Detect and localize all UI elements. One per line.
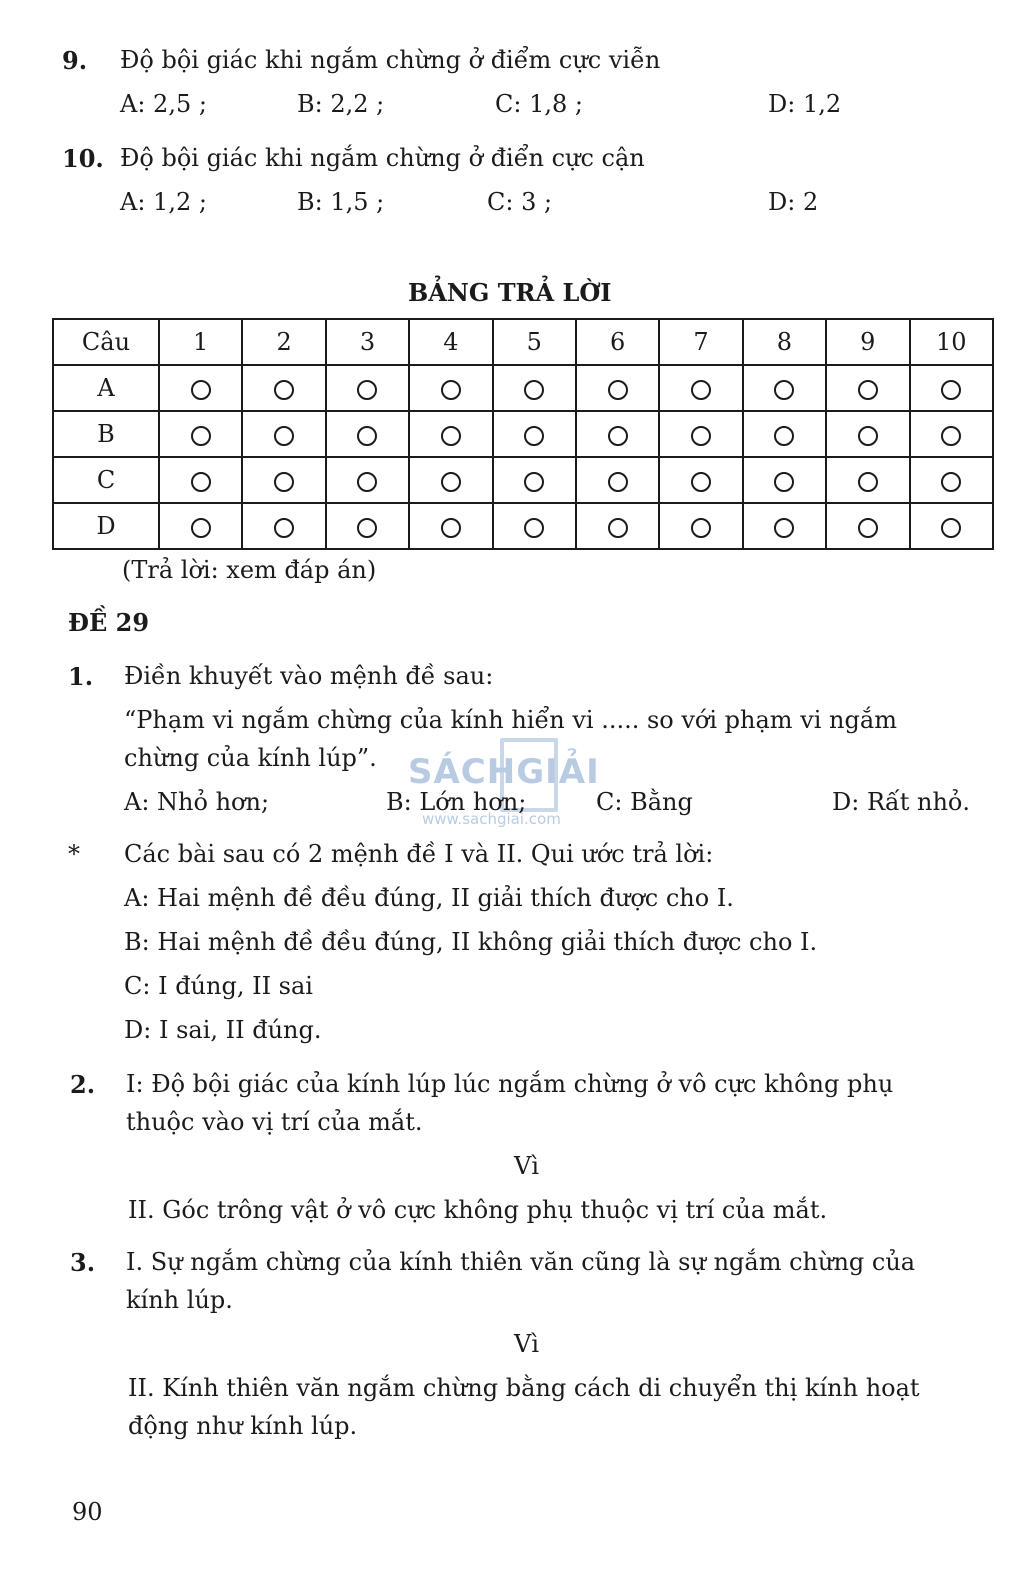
header-cell: Câu bbox=[53, 319, 159, 365]
bubble-cell[interactable] bbox=[576, 457, 659, 503]
bubble-cell[interactable] bbox=[743, 457, 826, 503]
table-row bbox=[53, 365, 993, 411]
answer-bubble[interactable] bbox=[774, 518, 794, 538]
answer-bubble[interactable] bbox=[941, 380, 961, 400]
header-cell: 10 bbox=[910, 319, 993, 365]
question-10-option-b: B: 1,5 ; bbox=[297, 188, 385, 216]
bubble-cell[interactable] bbox=[242, 411, 325, 457]
section-title: ĐỀ 29 bbox=[68, 608, 150, 637]
answer-bubble[interactable] bbox=[941, 518, 961, 538]
page-number: 90 bbox=[72, 1498, 103, 1526]
answer-bubble[interactable] bbox=[274, 472, 294, 492]
header-cell: 4 bbox=[409, 319, 492, 365]
bubble-cell[interactable] bbox=[910, 411, 993, 457]
bubble-cell[interactable] bbox=[659, 365, 742, 411]
instructions-marker: * bbox=[68, 840, 80, 868]
problem-3-reason-line1: II. Kính thiên văn ngắm chừng bằng cách di chuyển thị kính hoạt bbox=[128, 1374, 920, 1402]
answer-bubble[interactable] bbox=[357, 472, 377, 492]
instructions-a: A: Hai mệnh đề đều đúng, II giải thích được cho I. bbox=[124, 884, 734, 912]
table-row bbox=[53, 411, 993, 457]
problem-1-option-a: A: Nhỏ hơn; bbox=[124, 788, 270, 816]
bubble-cell[interactable] bbox=[409, 503, 492, 549]
bubble-cell[interactable] bbox=[826, 365, 909, 411]
instructions-d: D: I sai, II đúng. bbox=[124, 1016, 322, 1044]
problem-1-option-b: B: Lớn hơn; bbox=[386, 788, 527, 816]
watermark-text: SÁCHGIẢI bbox=[408, 752, 600, 792]
bubble-cell[interactable] bbox=[576, 503, 659, 549]
header-cell: 3 bbox=[326, 319, 409, 365]
bubble-cell[interactable] bbox=[826, 457, 909, 503]
answer-bubble[interactable] bbox=[858, 518, 878, 538]
question-9-option-d: D: 1,2 bbox=[768, 90, 842, 118]
bubble-cell[interactable] bbox=[743, 365, 826, 411]
answer-bubble[interactable] bbox=[858, 380, 878, 400]
answer-bubble[interactable] bbox=[191, 426, 211, 446]
bubble-cell[interactable] bbox=[743, 503, 826, 549]
bubble-cell[interactable] bbox=[659, 457, 742, 503]
bubble-cell[interactable] bbox=[826, 411, 909, 457]
bubble-cell[interactable] bbox=[659, 503, 742, 549]
bubble-cell[interactable] bbox=[159, 411, 242, 457]
answer-bubble[interactable] bbox=[691, 426, 711, 446]
bubble-cell[interactable] bbox=[409, 457, 492, 503]
problem-2-line1: I: Độ bội giác của kính lúp lúc ngắm chừng ở vô cực không phụ bbox=[126, 1070, 894, 1098]
answer-bubble[interactable] bbox=[774, 380, 794, 400]
answer-bubble[interactable] bbox=[941, 426, 961, 446]
problem-1-option-c: C: Bằng bbox=[596, 788, 693, 816]
answer-bubble[interactable] bbox=[191, 380, 211, 400]
bubble-cell[interactable] bbox=[326, 457, 409, 503]
answer-bubble[interactable] bbox=[191, 518, 211, 538]
header-cell: 6 bbox=[576, 319, 659, 365]
instructions-intro: Các bài sau có 2 mệnh đề I và II. Qui ước trả lời: bbox=[124, 840, 714, 868]
answer-bubble[interactable] bbox=[608, 472, 628, 492]
answer-bubble[interactable] bbox=[441, 472, 461, 492]
bubble-cell[interactable] bbox=[409, 411, 492, 457]
row-label: D bbox=[53, 503, 159, 549]
answer-bubble[interactable] bbox=[774, 472, 794, 492]
header-cell: 7 bbox=[659, 319, 742, 365]
answer-bubble[interactable] bbox=[691, 380, 711, 400]
watermark-url: www.sachgiai.com bbox=[422, 810, 561, 828]
question-9-number: 9. bbox=[62, 46, 88, 75]
header-cell: 1 bbox=[159, 319, 242, 365]
table-row bbox=[53, 457, 993, 503]
bubble-cell[interactable] bbox=[409, 365, 492, 411]
bubble-cell[interactable] bbox=[326, 365, 409, 411]
problem-2-line2: thuộc vào vị trí của mắt. bbox=[126, 1108, 423, 1136]
problem-1-option-d: D: Rất nhỏ. bbox=[832, 788, 970, 816]
answer-bubble[interactable] bbox=[524, 518, 544, 538]
row-label: B bbox=[53, 411, 159, 457]
bubble-cell[interactable] bbox=[326, 411, 409, 457]
question-10-number: 10. bbox=[62, 144, 104, 173]
bubble-cell[interactable] bbox=[910, 457, 993, 503]
answer-table-header bbox=[53, 319, 993, 365]
answer-bubble[interactable] bbox=[274, 426, 294, 446]
bubble-cell[interactable] bbox=[159, 365, 242, 411]
question-9-option-b: B: 2,2 ; bbox=[297, 90, 385, 118]
bubble-cell[interactable] bbox=[493, 503, 576, 549]
bubble-cell[interactable] bbox=[743, 411, 826, 457]
bubble-cell[interactable] bbox=[910, 503, 993, 549]
header-cell: 2 bbox=[242, 319, 325, 365]
answer-bubble[interactable] bbox=[357, 426, 377, 446]
problem-1-text: Điền khuyết vào mệnh đề sau: bbox=[124, 662, 494, 690]
watermark-logo bbox=[408, 738, 618, 830]
row-label: C bbox=[53, 457, 159, 503]
answer-bubble[interactable] bbox=[608, 426, 628, 446]
answer-bubble[interactable] bbox=[774, 426, 794, 446]
answer-note: (Trả lời: xem đáp án) bbox=[122, 556, 377, 584]
question-10-option-a: A: 1,2 ; bbox=[120, 188, 207, 216]
header-cell: 8 bbox=[743, 319, 826, 365]
question-10-option-d: D: 2 bbox=[768, 188, 819, 216]
bubble-cell[interactable] bbox=[493, 411, 576, 457]
problem-3-because: Vì bbox=[514, 1330, 540, 1358]
answer-bubble[interactable] bbox=[441, 518, 461, 538]
answer-bubble[interactable] bbox=[274, 518, 294, 538]
question-9-text: Độ bội giác khi ngắm chừng ở điểm cực viễn bbox=[120, 46, 661, 74]
problem-2-reason: II. Góc trông vật ở vô cực không phụ thuộc vị trí của mắt. bbox=[128, 1196, 828, 1224]
bubble-cell[interactable] bbox=[159, 457, 242, 503]
answer-bubble[interactable] bbox=[608, 380, 628, 400]
bubble-cell[interactable] bbox=[659, 411, 742, 457]
bubble-cell[interactable] bbox=[159, 503, 242, 549]
answer-bubble[interactable] bbox=[941, 472, 961, 492]
question-9-option-a: A: 2,5 ; bbox=[120, 90, 207, 118]
bubble-cell[interactable] bbox=[826, 503, 909, 549]
instructions-c: C: I đúng, II sai bbox=[124, 972, 313, 1000]
answer-bubble[interactable] bbox=[357, 380, 377, 400]
header-cell: 9 bbox=[826, 319, 909, 365]
answer-bubble[interactable] bbox=[441, 380, 461, 400]
bubble-cell[interactable] bbox=[242, 503, 325, 549]
answer-bubble[interactable] bbox=[274, 380, 294, 400]
instructions-b: B: Hai mệnh đề đều đúng, II không giải thích được cho I. bbox=[124, 928, 818, 956]
problem-1-quote-line2: chừng của kính lúp”. bbox=[124, 744, 377, 772]
bubble-cell[interactable] bbox=[576, 411, 659, 457]
answer-bubble[interactable] bbox=[191, 472, 211, 492]
problem-3-line2: kính lúp. bbox=[126, 1286, 233, 1314]
answer-bubble[interactable] bbox=[858, 472, 878, 492]
answer-bubble[interactable] bbox=[524, 426, 544, 446]
bubble-cell[interactable] bbox=[493, 457, 576, 503]
table-row bbox=[53, 503, 993, 549]
problem-3-line1: I. Sự ngắm chừng của kính thiên văn cũng là sự ngắm chừng của bbox=[126, 1248, 916, 1276]
header-cell: 5 bbox=[493, 319, 576, 365]
answer-bubble[interactable] bbox=[357, 518, 377, 538]
answer-bubble[interactable] bbox=[608, 518, 628, 538]
question-9-option-c: C: 1,8 ; bbox=[495, 90, 583, 118]
problem-2-because: Vì bbox=[514, 1152, 540, 1180]
bubble-cell[interactable] bbox=[493, 365, 576, 411]
answer-table-title: BẢNG TRẢ LỜI bbox=[408, 278, 612, 307]
answer-bubble[interactable] bbox=[441, 426, 461, 446]
bubble-cell[interactable] bbox=[910, 365, 993, 411]
answer-table bbox=[52, 318, 994, 550]
row-label: A bbox=[53, 365, 159, 411]
bubble-cell[interactable] bbox=[242, 365, 325, 411]
problem-3-reason-line2: động như kính lúp. bbox=[128, 1412, 358, 1440]
problem-1-number: 1. bbox=[68, 662, 94, 691]
bubble-cell[interactable] bbox=[326, 503, 409, 549]
problem-2-number: 2. bbox=[70, 1070, 96, 1099]
bubble-cell[interactable] bbox=[576, 365, 659, 411]
bubble-cell[interactable] bbox=[242, 457, 325, 503]
answer-bubble[interactable] bbox=[691, 472, 711, 492]
answer-bubble[interactable] bbox=[691, 518, 711, 538]
problem-1-quote-line1: “Phạm vi ngắm chừng của kính hiển vi ..... so với phạm vi ngắm bbox=[124, 706, 897, 734]
problem-3-number: 3. bbox=[70, 1248, 96, 1277]
answer-bubble[interactable] bbox=[524, 380, 544, 400]
question-10-text: Độ bội giác khi ngắm chừng ở điển cực cận bbox=[120, 144, 645, 172]
answer-bubble[interactable] bbox=[858, 426, 878, 446]
answer-bubble[interactable] bbox=[524, 472, 544, 492]
question-10-option-c: C: 3 ; bbox=[487, 188, 553, 216]
